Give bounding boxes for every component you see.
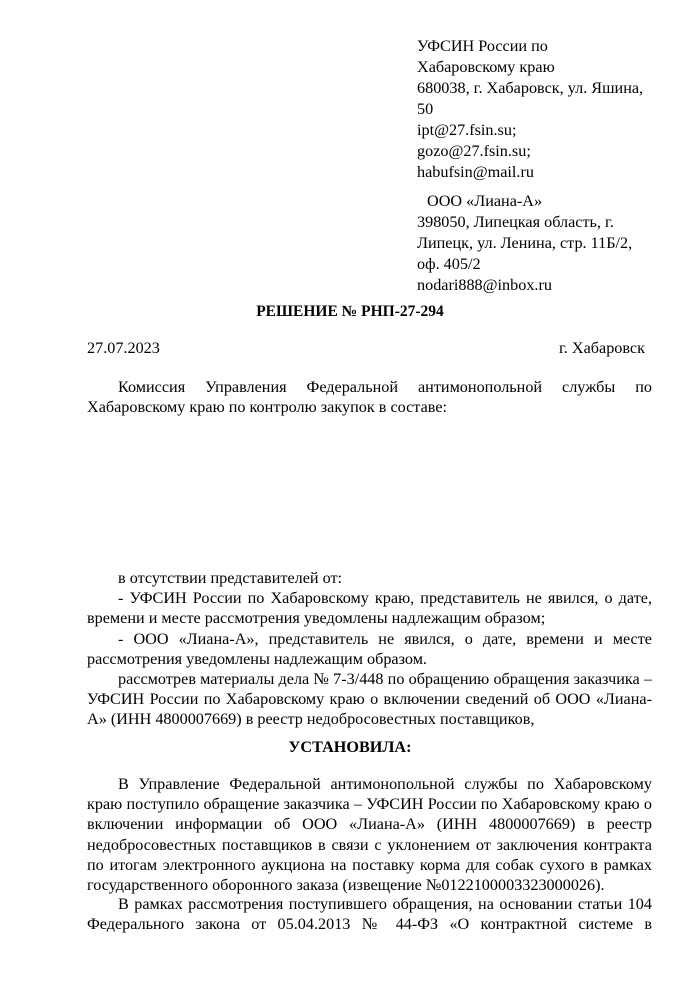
address-line: 680038, г. Хабаровск, ул. Яшина, — [417, 79, 644, 97]
address-email: nodari888@inbox.ru — [417, 276, 552, 294]
date-city-line — [87, 339, 645, 358]
absence-section — [87, 568, 652, 730]
absence-item: - УФСИН России по Хабаровскому краю, представитель не явился, о дате, времени и месте рассмотрения уведомлены надлежащим образом; — [87, 589, 652, 628]
considered-paragraph: рассмотрев материалы дела № 7-3/448 по обращению обращения заказчика – УФСИН России по Хабаровскому краю о включении сведений об ООО «Лиана-А» (ИНН 4800007669) в реестр недобросовестных поставщиков, — [87, 670, 652, 729]
address-line: ООО «Лиана-А» — [427, 192, 543, 210]
decision-city: г. Хабаровск — [559, 339, 645, 357]
decision-title: РЕШЕНИЕ № РНП-27-294 — [256, 303, 444, 320]
established-heading: УСТАНОВИЛА: — [288, 738, 412, 756]
address-email: gozo@27.fsin.su; — [417, 142, 531, 160]
address-line: Липецк, ул. Ленина, стр. 11Б/2, — [417, 234, 633, 252]
decision-date: 27.07.2023 — [87, 339, 160, 357]
commission-paragraph: Комиссия Управления Федеральной антимонопольной службы по Хабаровскому краю по контролю закупок в составе: — [87, 378, 652, 417]
address-line: 50 — [417, 100, 434, 118]
address-email: ipt@27.fsin.su; — [417, 121, 517, 139]
absence-item: - ООО «Лиана-А», представитель не явился, о дате, времени и месте рассмотрения уведомлены надлежащим образом. — [87, 629, 652, 668]
address-line: оф. 405/2 — [417, 255, 481, 273]
address-email: habufsin@mail.ru — [417, 163, 534, 181]
address-line: 398050, Липецкая область, г. — [417, 213, 614, 231]
address-line: Хабаровскому краю — [417, 58, 555, 76]
absence-intro: в отсутствии представителей от: — [118, 569, 343, 587]
address-line: УФСИН России по — [417, 37, 548, 55]
established-paragraph: В Управление Федеральной антимонопольной службы по Хабаровскому краю поступило обращение заказчика – УФСИН России по Хабаровскому краю о включении информации об ООО «Лиана-А» (ИНН 4800007669) в реестр недобросовестных поставщиков в связи с уклонением от заключения контракта по итогам электронного аукциона на поставку корма для собак сухого в рамках государственного оборонного заказа (извещение №0122100003323000026). — [87, 775, 652, 895]
recipient-address-ufsin — [417, 36, 657, 183]
recipient-address-liana — [417, 191, 657, 296]
established-paragraph: В рамках рассмотрения поступившего обращения, на основании статьи 104 Федерального закона от 05.04.2013 № 44-ФЗ «О контрактной системе в — [87, 895, 652, 934]
